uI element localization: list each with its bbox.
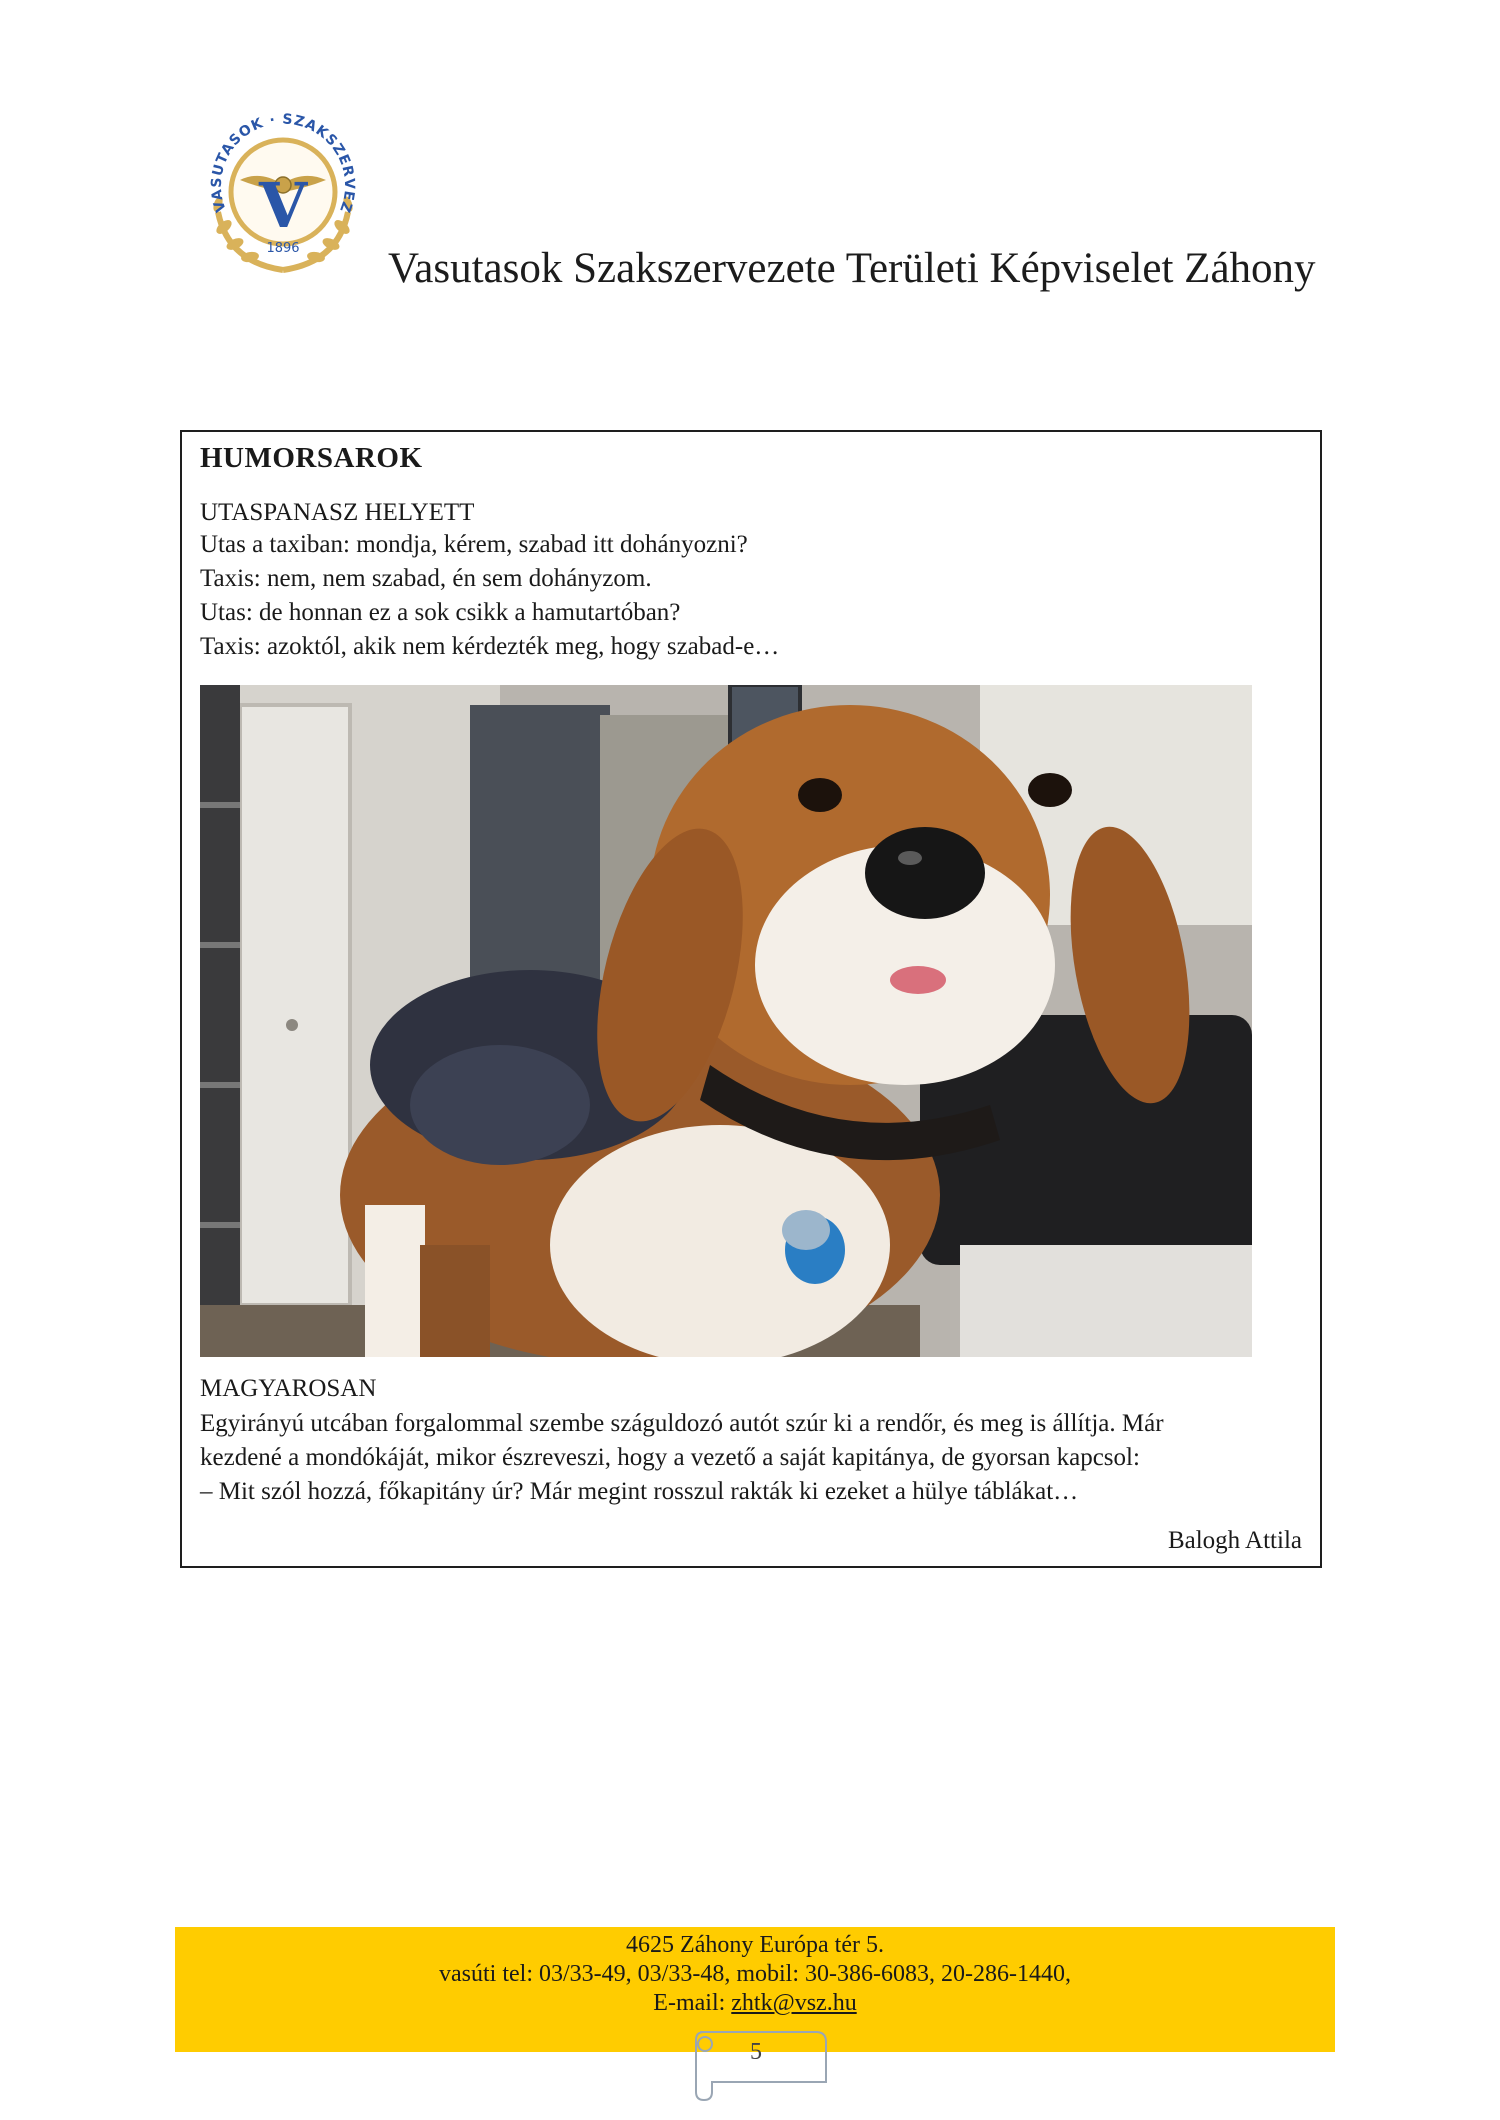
joke1-title: UTASPANASZ HELYETT xyxy=(200,499,475,526)
text-line: Utas a taxiban: mondja, kérem, szabad itt dohányozni? xyxy=(200,531,748,558)
text-line: – Mit szól hozzá, főkapitány úr? Már megint rosszul rakták ki ezeket a hülye táblákat… xyxy=(200,1478,1079,1505)
union-logo xyxy=(188,92,378,282)
email-link[interactable]: zhtk@vsz.hu xyxy=(731,1990,857,2016)
joke2-title: MAGYAROSAN xyxy=(200,1375,377,1402)
beagle-photo xyxy=(200,685,1252,1357)
logo-ring-text: VASUTASOK · SZAKSZERVEZ xyxy=(208,111,358,216)
header-title: Vasutasok Szakszervezete Területi Képviselet Záhony xyxy=(388,245,1316,292)
text-line: Utas: de honnan ez a sok csikk a hamutartóban? xyxy=(200,599,681,626)
page-number: 5 xyxy=(750,2039,762,2065)
humor-box xyxy=(180,430,1322,1568)
text-line: Taxis: nem, nem szabad, én sem dohányzom. xyxy=(200,565,652,592)
logo-year: 1896 xyxy=(266,241,300,256)
text-line: kezdené a mondókáját, mikor észreveszi, hogy a vezető a saját kapitánya, de gyorsan kapcsol: xyxy=(200,1444,1140,1471)
footer-email-line xyxy=(175,1989,1335,2018)
page-number-scroll xyxy=(688,2022,828,2102)
footer-email-label: E-mail: xyxy=(653,1990,732,2016)
article-heading: HUMORSAROK xyxy=(200,442,423,474)
author-name: Balogh Attila xyxy=(1167,1527,1302,1554)
logo-letter: V xyxy=(258,169,308,242)
text-line: Egyirányú utcában forgalommal szembe száguldozó autót szúr ki a rendőr, és meg is állítja. Már xyxy=(200,1410,1164,1437)
text-line: Taxis: azoktól, akik nem kérdezték meg, hogy szabad-e… xyxy=(200,633,780,660)
footer-phones: vasúti tel: 03/33-49, 03/33-48, mobil: 30-386-6083, 20-286-1440, xyxy=(439,1961,1071,1987)
joke2-text xyxy=(200,1407,1306,1509)
footer-address: 4625 Záhony Európa tér 5. xyxy=(626,1932,884,1958)
joke1-text xyxy=(200,528,779,664)
